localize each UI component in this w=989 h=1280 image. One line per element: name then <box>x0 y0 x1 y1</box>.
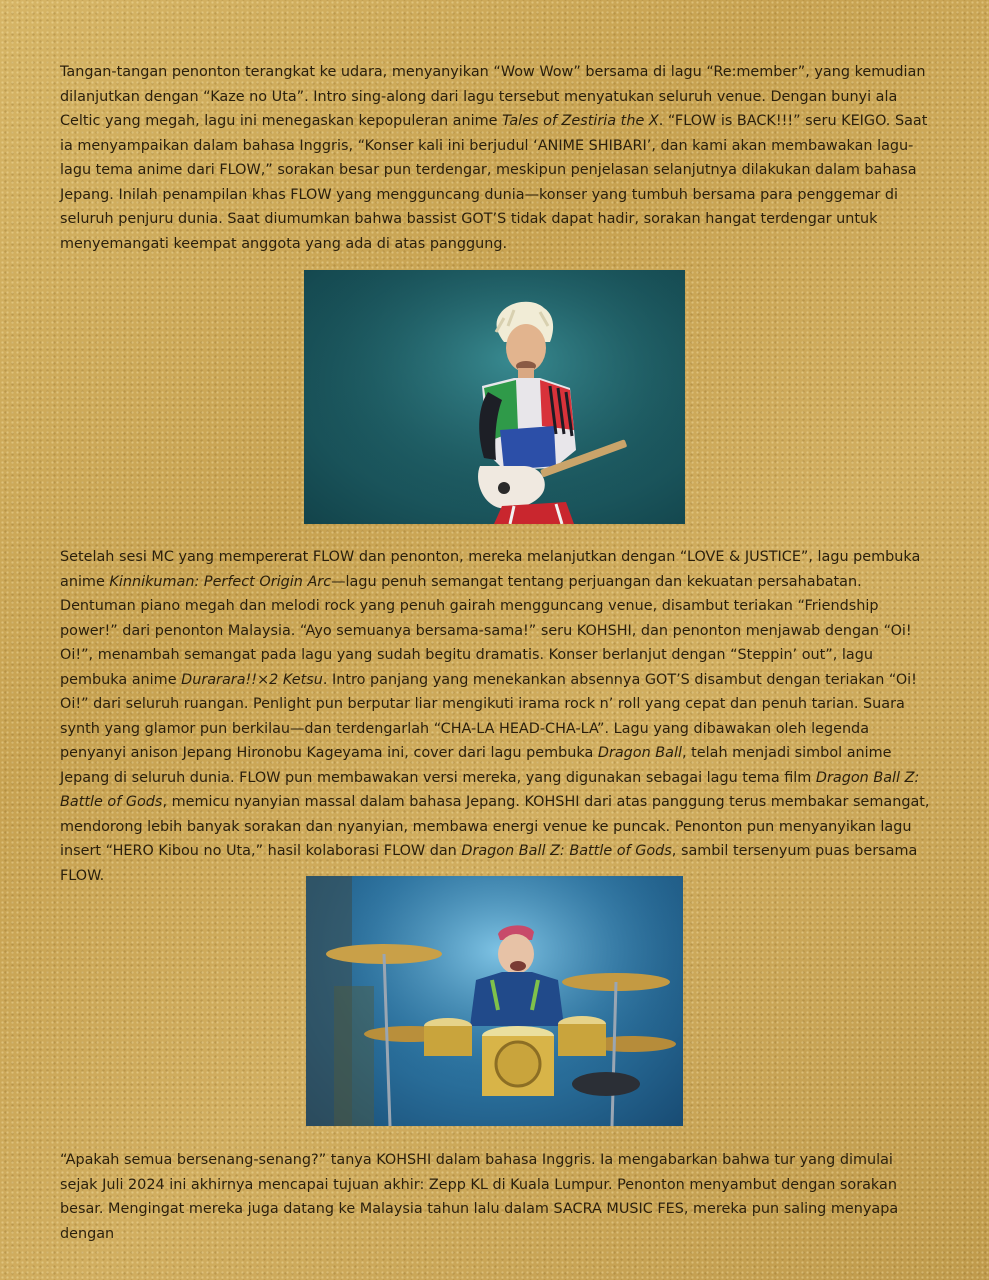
italic-title: Dragon Ball <box>597 745 682 761</box>
text-run: . “FLOW is BACK!!!” seru KEIGO. Saat ia menyampaikan dalam bahasa Inggris, “Konser kali ini berjudul ‘ANIME SHIBARI’, dan kami akan membawakan lagu-lagu tema anime dari FLOW,” sorakan besar pun terdengar, meskipun penjelasan selanjutnya dilakukan dalam bahasa Jepang. Inilah penampilan khas FLOW yang mengguncang dunia—konser yang tumbuh bersama para penggemar di seluruh penjuru dunia. Saat diumumkan bahwa bassist GOT’S tidak dapat hadir, sorakan hangat terdengar untuk menyemangati keempat anggota yang ada di atas panggung. <box>60 113 928 252</box>
italic-title: Dragon Ball Z: Battle of Gods <box>60 769 920 810</box>
text-run: , memicu nyanyian massal dalam bahasa Jepang. KOHSHI dari atas panggung terus membakar semangat, mendorong lebih banyak sorakan dan nyanyian, membawa energi venue ke puncak. Penonton pun menyanyikan lagu insert “HERO Kibou no Uta,” hasil kolaborasi FLOW dan <box>60 794 930 859</box>
text-run: , sambil tersenyum puas bersama FLOW. <box>60 843 918 884</box>
text-run: “Apakah semua bersenang-senang?” tanya KOHSHI dalam bahasa Inggris. Ia mengabarkan bahwa tur yang dimulai sejak Juli 2024 ini akhirnya mencapai tujuan akhir: Zepp KL di Kuala Lumpur. Penonton menyambut dengan sorakan besar. Mengingat mereka juga datang ke Malaysia tahun lalu dalam SACRA MUSIC FES, mereka pun saling menyapa dengan <box>60 1152 899 1242</box>
italic-title: Tales of Zestiria the X <box>502 113 659 129</box>
italic-title: Kinnikuman: Perfect Origin Arc <box>109 573 332 590</box>
text-run: . Intro panjang yang menekankan absennya GOT’S disambut dengan teriakan “Oi! Oi!” dari seluruh ruangan. Penlight pun berputar liar mengikuti irama rock n’ roll yang cepat dan penuh tarian. Suara synth yang glamor pun berkilau—dan terdengarlah “CHA-LA HEAD-CHA-LA”. Lagu yang dibawakan oleh legenda penyanyi anison Jepang Hironobu Kageyama ini, cover dari lagu pembuka <box>60 671 917 761</box>
guitarist-illustration <box>304 270 685 524</box>
drummer-illustration <box>306 876 683 1126</box>
text-run: Tangan-tangan penonton terangkat ke udara, menyanyikan “Wow Wow” bersama di lagu “Re:member”, yang kemudian dilanjutkan dengan “Kaze no Uta”. Intro sing-along dari lagu tersebut menyatukan seluruh venue. Dengan bunyi ala Celtic yang megah, lagu ini menegaskan kepopuleran anime <box>60 64 926 129</box>
paragraph-intro <box>60 60 930 256</box>
text-run: Setelah sesi MC yang mempererat FLOW dan penonton, mereka melanjutkan dengan “LOVE & JUSTICE”, lagu pembuka anime <box>60 549 921 590</box>
italic-title: Dragon Ball Z: Battle of Gods <box>461 843 672 859</box>
drummer-photo <box>306 876 683 1126</box>
guitarist-photo <box>304 270 685 524</box>
text-run: , telah menjadi simbol anime Jepang di seluruh dunia. FLOW pun membawakan versi mereka, yang digunakan sebagai lagu tema film <box>60 745 892 786</box>
italic-title: Durarara!!×2 Ketsu <box>181 671 323 688</box>
paragraph-closing <box>60 1148 930 1246</box>
paragraph-setlist <box>60 545 930 888</box>
text-run: —lagu penuh semangat tentang perjuangan dan kekuatan persahabatan. Dentuman piano megah dan melodi rock yang penuh gairah mengguncang venue, disambut teriakan “Friendship power!” dari penonton Malaysia. “Ayo semuanya bersama-sama!” seru KOHSHI, dan penonton menjawab dengan “Oi! Oi!”, menambah semangat pada lagu yang sudah begitu dramatis. Konser berlanjut dengan “Steppin’ out”, lagu pembuka anime <box>60 573 912 688</box>
